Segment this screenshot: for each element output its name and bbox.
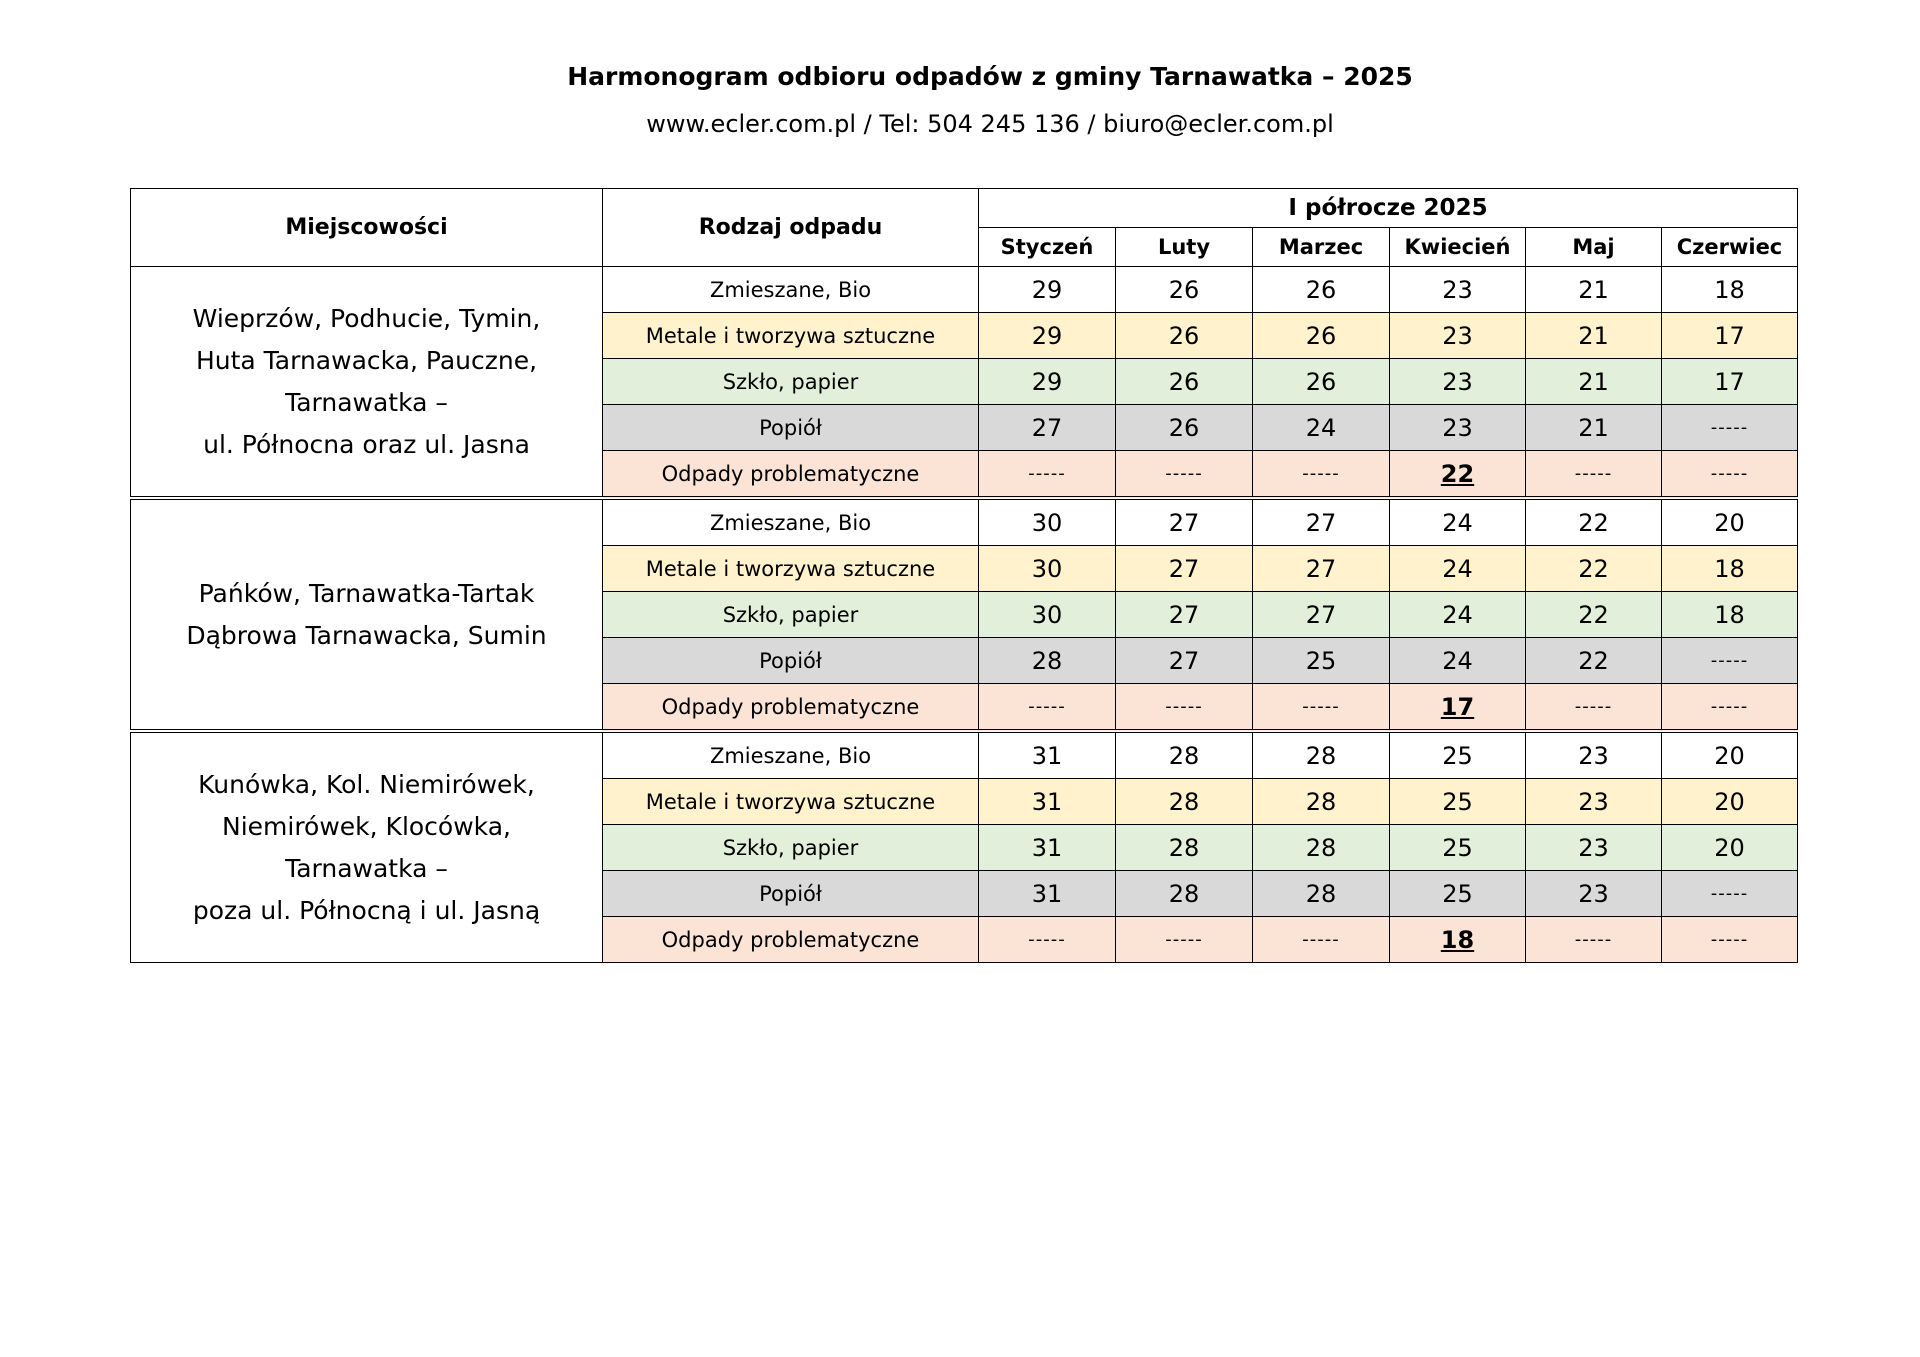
pickup-day-cell: 18 — [1662, 592, 1798, 638]
place-line: poza ul. Północną i ul. Jasną — [192, 895, 541, 925]
table-row — [131, 731, 1798, 779]
pickup-day-cell: 22 — [1526, 638, 1662, 684]
pickup-day-cell: 31 — [979, 731, 1116, 779]
pickup-day-cell: 27 — [1253, 498, 1390, 546]
waste-type-cell: Szkło, papier — [603, 359, 979, 405]
pickup-day-cell: 31 — [979, 779, 1116, 825]
waste-type-cell: Metale i tworzywa sztuczne — [603, 546, 979, 592]
pickup-day-cell: 24 — [1390, 638, 1526, 684]
header-month: Marzec — [1253, 228, 1390, 267]
special-pickup-day: 18 — [1440, 925, 1475, 954]
pickup-day-cell: 23 — [1390, 267, 1526, 313]
pickup-day-cell: 20 — [1662, 731, 1798, 779]
waste-type-cell: Popiół — [603, 638, 979, 684]
pickup-day-cell: ----- — [1116, 917, 1253, 963]
header-waste-type: Rodzaj odpadu — [603, 189, 979, 267]
pickup-day-cell: 23 — [1526, 825, 1662, 871]
pickup-day-cell: 28 — [1116, 871, 1253, 917]
pickup-day-cell: ----- — [1526, 917, 1662, 963]
pickup-day-cell: 26 — [1253, 267, 1390, 313]
pickup-day-cell: ----- — [1526, 684, 1662, 732]
place-line: Wieprzów, Podhucie, Tymin, — [192, 303, 541, 333]
place-line: Tarnawatka – — [285, 387, 448, 417]
pickup-day-cell: ----- — [1253, 917, 1390, 963]
document-title: Harmonogram odbioru odpadów z gminy Tarnawatka – 2025 — [567, 62, 1413, 91]
pickup-day-cell: 23 — [1390, 405, 1526, 451]
pickup-day-cell: 28 — [1253, 731, 1390, 779]
pickup-day-cell — [1390, 684, 1526, 732]
pickup-day-cell: 26 — [1116, 267, 1253, 313]
header-month: Maj — [1526, 228, 1662, 267]
pickup-day-cell: 30 — [979, 498, 1116, 546]
pickup-day-cell: 27 — [1116, 592, 1253, 638]
pickup-day-cell: 27 — [1253, 592, 1390, 638]
pickup-day-cell: 28 — [1116, 731, 1253, 779]
table-row — [131, 267, 1798, 313]
pickup-day-cell: 28 — [1253, 779, 1390, 825]
pickup-day-cell: 24 — [1390, 592, 1526, 638]
pickup-day-cell: 24 — [1390, 498, 1526, 546]
waste-type-cell: Metale i tworzywa sztuczne — [603, 313, 979, 359]
table-header — [131, 189, 1798, 267]
pickup-day-cell: 25 — [1390, 779, 1526, 825]
waste-type-cell: Zmieszane, Bio — [603, 498, 979, 546]
place-line: Huta Tarnawacka, Pauczne, — [195, 345, 538, 375]
pickup-day-cell: 21 — [1526, 267, 1662, 313]
pickup-day-cell: ----- — [1116, 451, 1253, 499]
pickup-day-cell: ----- — [1662, 871, 1798, 917]
pickup-day-cell: 25 — [1390, 825, 1526, 871]
header-month: Kwiecień — [1390, 228, 1526, 267]
places-cell — [131, 267, 603, 499]
pickup-day-cell: ----- — [1116, 684, 1253, 732]
pickup-day-cell: 28 — [979, 638, 1116, 684]
pickup-day-cell: 27 — [1116, 638, 1253, 684]
pickup-day-cell: 27 — [1253, 546, 1390, 592]
pickup-day-cell: 25 — [1390, 731, 1526, 779]
pickup-day-cell: 26 — [1116, 405, 1253, 451]
special-pickup-day: 22 — [1440, 459, 1475, 488]
pickup-day-cell: 20 — [1662, 779, 1798, 825]
pickup-day-cell: 28 — [1116, 779, 1253, 825]
places-cell — [131, 731, 603, 963]
pickup-day-cell: 28 — [1253, 825, 1390, 871]
pickup-day-cell: ----- — [1253, 684, 1390, 732]
waste-schedule-table — [130, 188, 1798, 963]
waste-type-cell: Odpady problematyczne — [603, 684, 979, 732]
pickup-day-cell: 22 — [1526, 592, 1662, 638]
pickup-day-cell: 23 — [1526, 731, 1662, 779]
pickup-day-cell: ----- — [1662, 684, 1798, 732]
pickup-day-cell: 17 — [1662, 359, 1798, 405]
pickup-day-cell: ----- — [1662, 917, 1798, 963]
pickup-day-cell: 29 — [979, 313, 1116, 359]
place-line: Tarnawatka – — [285, 853, 448, 883]
pickup-day-cell: 30 — [979, 546, 1116, 592]
pickup-day-cell: ----- — [1526, 451, 1662, 499]
waste-type-cell: Zmieszane, Bio — [603, 267, 979, 313]
pickup-day-cell: 23 — [1390, 359, 1526, 405]
pickup-day-cell: 28 — [1116, 825, 1253, 871]
pickup-day-cell: 28 — [1253, 871, 1390, 917]
waste-type-cell: Odpady problematyczne — [603, 917, 979, 963]
pickup-day-cell: 24 — [1253, 405, 1390, 451]
pickup-day-cell: ----- — [1662, 405, 1798, 451]
header-month: Luty — [1116, 228, 1253, 267]
pickup-day-cell: 25 — [1253, 638, 1390, 684]
pickup-day-cell: 23 — [1526, 871, 1662, 917]
header-month: Czerwiec — [1662, 228, 1798, 267]
pickup-day-cell: 26 — [1253, 313, 1390, 359]
pickup-day-cell: 22 — [1526, 546, 1662, 592]
header-month: Styczeń — [979, 228, 1116, 267]
place-line: Niemirówek, Klocówka, — [222, 811, 511, 841]
pickup-day-cell: 27 — [1116, 498, 1253, 546]
pickup-day-cell: ----- — [979, 684, 1116, 732]
pickup-day-cell: 25 — [1390, 871, 1526, 917]
pickup-day-cell: 26 — [1116, 313, 1253, 359]
pickup-day-cell: ----- — [979, 451, 1116, 499]
pickup-day-cell: 26 — [1253, 359, 1390, 405]
pickup-day-cell: 31 — [979, 871, 1116, 917]
header-places: Miejscowości — [131, 189, 603, 267]
pickup-day-cell: 31 — [979, 825, 1116, 871]
place-line: Dąbrowa Tarnawacka, Sumin — [186, 620, 547, 650]
pickup-day-cell: 20 — [1662, 825, 1798, 871]
pickup-day-cell: 24 — [1390, 546, 1526, 592]
waste-type-cell: Odpady problematyczne — [603, 451, 979, 499]
pickup-day-cell: 22 — [1526, 498, 1662, 546]
pickup-day-cell: ----- — [1662, 638, 1798, 684]
place-line: Kunówka, Kol. Niemirówek, — [198, 769, 535, 799]
table-body — [131, 267, 1798, 963]
place-line: ul. Północna oraz ul. Jasna — [203, 429, 530, 459]
waste-type-cell: Szkło, papier — [603, 592, 979, 638]
pickup-day-cell: 27 — [979, 405, 1116, 451]
pickup-day-cell: 27 — [1116, 546, 1253, 592]
pickup-day-cell: 20 — [1662, 498, 1798, 546]
waste-type-cell: Popiół — [603, 871, 979, 917]
pickup-day-cell: ----- — [1253, 451, 1390, 499]
place-line: Pańków, Tarnawatka-Tartak — [198, 578, 535, 608]
pickup-day-cell: 17 — [1662, 313, 1798, 359]
pickup-day-cell: 26 — [1116, 359, 1253, 405]
waste-type-cell: Zmieszane, Bio — [603, 731, 979, 779]
waste-type-cell: Szkło, papier — [603, 825, 979, 871]
pickup-day-cell: 30 — [979, 592, 1116, 638]
pickup-day-cell: 21 — [1526, 405, 1662, 451]
pickup-day-cell — [1390, 917, 1526, 963]
pickup-day-cell: 18 — [1662, 267, 1798, 313]
pickup-day-cell: ----- — [979, 917, 1116, 963]
special-pickup-day: 17 — [1440, 692, 1475, 721]
pickup-day-cell: 18 — [1662, 546, 1798, 592]
pickup-day-cell — [1390, 451, 1526, 499]
waste-type-cell: Metale i tworzywa sztuczne — [603, 779, 979, 825]
contact-line: www.ecler.com.pl / Tel: 504 245 136 / biuro@ecler.com.pl — [646, 110, 1334, 138]
pickup-day-cell: ----- — [1662, 451, 1798, 499]
pickup-day-cell: 29 — [979, 359, 1116, 405]
table-row — [131, 498, 1798, 546]
waste-type-cell: Popiół — [603, 405, 979, 451]
pickup-day-cell: 21 — [1526, 313, 1662, 359]
pickup-day-cell: 23 — [1526, 779, 1662, 825]
pickup-day-cell: 21 — [1526, 359, 1662, 405]
pickup-day-cell: 29 — [979, 267, 1116, 313]
pickup-day-cell: 23 — [1390, 313, 1526, 359]
places-cell — [131, 498, 603, 731]
header-half-year: I półrocze 2025 — [979, 189, 1798, 228]
